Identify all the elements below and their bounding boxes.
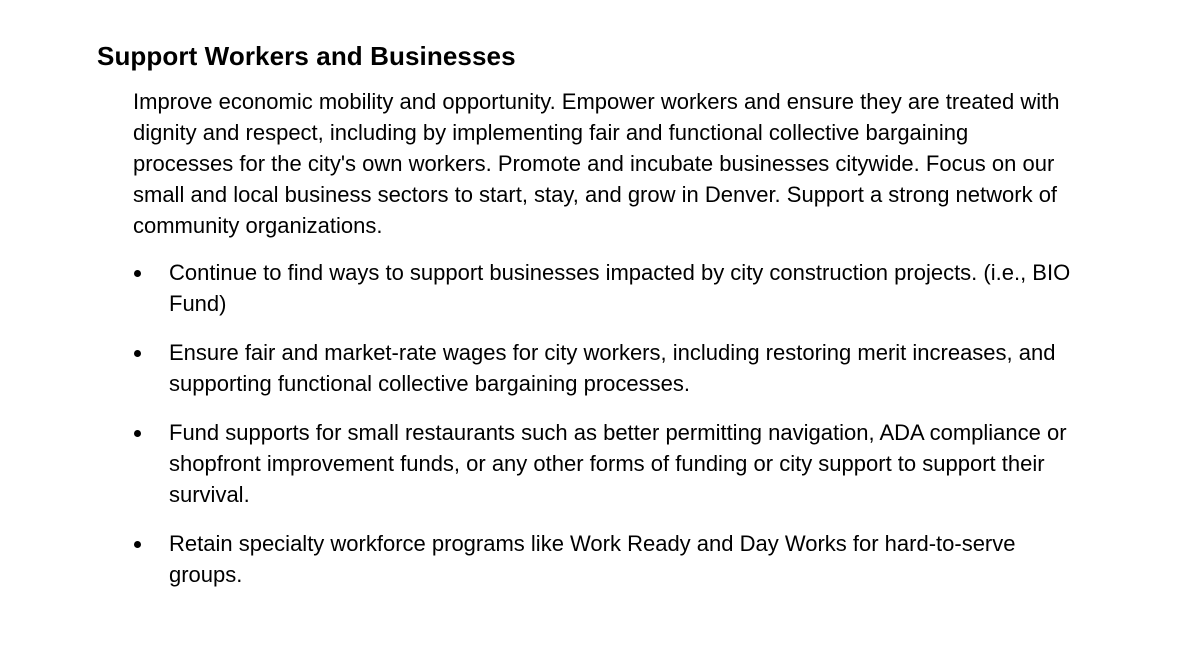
intro-paragraph: Improve economic mobility and opportunity. Empower workers and ensure they are treated with dignity and respect, including by implementing fair and functional collective bargaining processes for the city's own workers. Promote and incubate businesses citywide. Focus on our small and local business sectors to start, stay, and grow in Denver. Support a strong network of community organizations. <box>133 89 1060 238</box>
section-heading: Support Workers and Businesses <box>97 41 516 71</box>
bullet-item <box>133 417 1093 510</box>
bullet-item <box>133 528 1093 590</box>
bullet-dot-icon <box>134 270 141 277</box>
document-section <box>97 38 1097 608</box>
bullet-list <box>133 257 1093 590</box>
bullet-text: Continue to find ways to support businesses impacted by city construction projects. (i.e., BIO Fund) <box>169 260 1071 316</box>
bullet-item <box>133 337 1093 399</box>
bullet-dot-icon <box>134 541 141 548</box>
bullet-dot-icon <box>134 430 141 437</box>
bullet-text: Ensure fair and market-rate wages for city workers, including restoring merit increases, and supporting functional collective bargaining processes. <box>169 340 1056 396</box>
bullet-text: Retain specialty workforce programs like Work Ready and Day Works for hard-to-serve groups. <box>169 531 1016 587</box>
bullet-item <box>133 257 1093 319</box>
bullet-dot-icon <box>134 350 141 357</box>
bullet-text: Fund supports for small restaurants such as better permitting navigation, ADA compliance or shopfront improvement funds, or any other forms of funding or city support to support their survival. <box>169 420 1067 507</box>
